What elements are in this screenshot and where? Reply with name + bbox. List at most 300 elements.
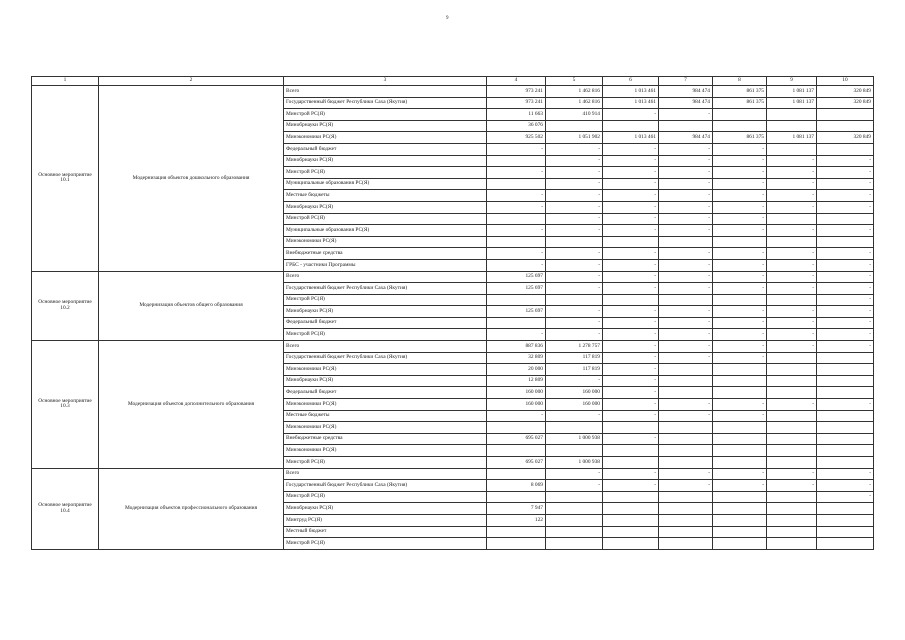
amount-cell: - bbox=[817, 491, 874, 503]
funding-source: Внебюджетные средства bbox=[284, 248, 487, 260]
amount-cell: - bbox=[487, 143, 546, 155]
amount-cell: - bbox=[817, 283, 874, 295]
funding-source: Минстрой РС(Я) bbox=[284, 109, 487, 121]
amount-cell: - bbox=[603, 480, 659, 492]
amount-cell: 1 081 137 bbox=[767, 132, 817, 144]
amount-cell bbox=[546, 294, 603, 306]
funding-source: Минэкономики РС(Я) bbox=[284, 132, 487, 144]
amount-cell: - bbox=[817, 271, 874, 283]
amount-cell: - bbox=[713, 271, 767, 283]
funding-source: Минстрой РС(Я) bbox=[284, 538, 487, 550]
table-row bbox=[32, 271, 874, 283]
amount-cell: 160 000 bbox=[546, 387, 603, 399]
amount-cell: - bbox=[817, 201, 874, 213]
amount-cell: 887 836 bbox=[487, 341, 546, 353]
amount-cell: 695 027 bbox=[487, 433, 546, 445]
amount-cell: - bbox=[767, 399, 817, 411]
amount-cell: - bbox=[603, 341, 659, 353]
column-header: 4 bbox=[487, 77, 546, 86]
amount-cell bbox=[603, 445, 659, 457]
amount-cell: - bbox=[487, 410, 546, 422]
amount-cell: 984 474 bbox=[659, 86, 713, 98]
amount-cell: 984 474 bbox=[659, 132, 713, 144]
amount-cell bbox=[767, 213, 817, 225]
funding-source: Минобрнауки РС(Я) bbox=[284, 503, 487, 515]
amount-cell bbox=[546, 120, 603, 132]
amount-cell: - bbox=[603, 306, 659, 318]
amount-cell bbox=[767, 422, 817, 434]
amount-cell: - bbox=[817, 341, 874, 353]
amount-cell bbox=[546, 514, 603, 526]
amount-cell bbox=[817, 410, 874, 422]
amount-cell bbox=[817, 514, 874, 526]
amount-cell bbox=[767, 120, 817, 132]
amount-cell bbox=[767, 503, 817, 515]
table-row bbox=[32, 341, 874, 353]
amount-cell: - bbox=[659, 225, 713, 237]
column-header: 3 bbox=[284, 77, 487, 86]
funding-source: Местные бюджеты bbox=[284, 190, 487, 202]
amount-cell: - bbox=[713, 155, 767, 167]
amount-cell: - bbox=[817, 468, 874, 480]
amount-cell bbox=[817, 526, 874, 538]
amount-cell: - bbox=[817, 480, 874, 492]
column-header: 9 bbox=[767, 77, 817, 86]
amount-cell: - bbox=[713, 283, 767, 295]
amount-cell: - bbox=[817, 399, 874, 411]
page-number: 9 bbox=[446, 16, 449, 21]
amount-cell bbox=[487, 317, 546, 329]
amount-cell: - bbox=[487, 259, 546, 271]
amount-cell: - bbox=[546, 143, 603, 155]
amount-cell: - bbox=[487, 201, 546, 213]
funding-source: Минстрой РС(Я) bbox=[284, 457, 487, 469]
funding-source: Минэкономики РС(Я) bbox=[284, 445, 487, 457]
amount-cell bbox=[767, 387, 817, 399]
amount-cell: - bbox=[603, 167, 659, 179]
funding-source: Государственный бюджет Республики Саха (Якутия) bbox=[284, 352, 487, 364]
amount-cell: 320 849 bbox=[817, 132, 874, 144]
amount-cell: 160 000 bbox=[487, 399, 546, 411]
amount-cell: - bbox=[487, 248, 546, 260]
amount-cell: - bbox=[713, 410, 767, 422]
amount-cell: - bbox=[659, 248, 713, 260]
amount-cell: - bbox=[603, 364, 659, 376]
funding-source: Всего bbox=[284, 86, 487, 98]
amount-cell bbox=[487, 178, 546, 190]
amount-cell bbox=[546, 538, 603, 550]
amount-cell: - bbox=[767, 329, 817, 341]
amount-cell: - bbox=[659, 155, 713, 167]
amount-cell bbox=[767, 236, 817, 248]
amount-cell bbox=[767, 410, 817, 422]
amount-cell bbox=[767, 375, 817, 387]
amount-cell: 1 462 816 bbox=[546, 97, 603, 109]
amount-cell: - bbox=[817, 306, 874, 318]
amount-cell: - bbox=[659, 352, 713, 364]
amount-cell bbox=[487, 468, 546, 480]
amount-cell: - bbox=[546, 155, 603, 167]
amount-cell bbox=[817, 433, 874, 445]
amount-cell: 1 081 137 bbox=[767, 97, 817, 109]
amount-cell bbox=[713, 526, 767, 538]
amount-cell bbox=[713, 236, 767, 248]
amount-cell: - bbox=[546, 283, 603, 295]
amount-cell: - bbox=[767, 341, 817, 353]
activity-name: Модернизация объектов общего образования bbox=[99, 271, 284, 341]
amount-cell: - bbox=[659, 201, 713, 213]
amount-cell: - bbox=[713, 259, 767, 271]
amount-cell: - bbox=[546, 306, 603, 318]
funding-source: Всего bbox=[284, 468, 487, 480]
amount-cell bbox=[546, 503, 603, 515]
amount-cell: - bbox=[659, 178, 713, 190]
funding-source: Минобрнауки РС(Я) bbox=[284, 201, 487, 213]
amount-cell: 973 241 bbox=[487, 86, 546, 98]
amount-cell: - bbox=[546, 248, 603, 260]
amount-cell: - bbox=[487, 167, 546, 179]
amount-cell bbox=[713, 294, 767, 306]
amount-cell: 861 375 bbox=[713, 97, 767, 109]
amount-cell bbox=[767, 445, 817, 457]
column-header: 7 bbox=[659, 77, 713, 86]
funding-source: Минобрнауки РС(Я) bbox=[284, 155, 487, 167]
amount-cell bbox=[487, 526, 546, 538]
amount-cell bbox=[659, 364, 713, 376]
amount-cell: 1 278 757 bbox=[546, 341, 603, 353]
amount-cell: - bbox=[659, 329, 713, 341]
amount-cell: - bbox=[713, 213, 767, 225]
amount-cell: - bbox=[713, 468, 767, 480]
amount-cell: - bbox=[659, 271, 713, 283]
activity-name: Модернизация объектов дошкольного образования bbox=[99, 86, 284, 272]
amount-cell bbox=[487, 213, 546, 225]
amount-cell bbox=[817, 387, 874, 399]
amount-cell bbox=[603, 538, 659, 550]
amount-cell: - bbox=[713, 399, 767, 411]
amount-cell: - bbox=[659, 317, 713, 329]
table-body bbox=[32, 77, 874, 550]
funding-source: Минэкономики РС(Я) bbox=[284, 236, 487, 248]
amount-cell bbox=[713, 503, 767, 515]
column-header: 5 bbox=[546, 77, 603, 86]
amount-cell bbox=[817, 109, 874, 121]
funding-source: Минстрой РС(Я) bbox=[284, 491, 487, 503]
amount-cell bbox=[603, 491, 659, 503]
funding-source: Минобрнауки РС(Я) bbox=[284, 120, 487, 132]
amount-cell: - bbox=[817, 259, 874, 271]
amount-cell: - bbox=[817, 294, 874, 306]
header-row bbox=[32, 77, 874, 86]
amount-cell: - bbox=[546, 329, 603, 341]
amount-cell: 861 375 bbox=[713, 132, 767, 144]
amount-cell bbox=[817, 422, 874, 434]
amount-cell: - bbox=[767, 248, 817, 260]
funding-source: Государственный бюджет Республики Саха (Якутия) bbox=[284, 97, 487, 109]
amount-cell: 32 809 bbox=[487, 352, 546, 364]
amount-cell: - bbox=[603, 155, 659, 167]
funding-source: Минэкономики РС(Я) bbox=[284, 399, 487, 411]
amount-cell: 984 474 bbox=[659, 97, 713, 109]
amount-cell: - bbox=[603, 433, 659, 445]
amount-cell: 925 502 bbox=[487, 132, 546, 144]
amount-cell: - bbox=[603, 329, 659, 341]
amount-cell: - bbox=[767, 271, 817, 283]
activity-name: Модернизация объектов дополнительного образования bbox=[99, 341, 284, 469]
column-header: 1 bbox=[32, 77, 99, 86]
amount-cell bbox=[767, 294, 817, 306]
amount-cell: - bbox=[603, 468, 659, 480]
amount-cell: - bbox=[713, 190, 767, 202]
funding-source: Минэкономики РС(Я) bbox=[284, 422, 487, 434]
amount-cell bbox=[767, 514, 817, 526]
amount-cell bbox=[767, 526, 817, 538]
amount-cell bbox=[487, 491, 546, 503]
amount-cell: 1 000 938 bbox=[546, 433, 603, 445]
column-header: 6 bbox=[603, 77, 659, 86]
amount-cell: - bbox=[659, 283, 713, 295]
amount-cell bbox=[603, 120, 659, 132]
amount-cell: 7 947 bbox=[487, 503, 546, 515]
amount-cell bbox=[659, 422, 713, 434]
amount-cell: - bbox=[817, 190, 874, 202]
funding-source: Муниципальные образования РС(Я) bbox=[284, 225, 487, 237]
amount-cell: - bbox=[817, 248, 874, 260]
amount-cell: 11 663 bbox=[487, 109, 546, 121]
funding-source: Минобрнауки РС(Я) bbox=[284, 375, 487, 387]
amount-cell: - bbox=[546, 225, 603, 237]
amount-cell bbox=[659, 538, 713, 550]
amount-cell bbox=[817, 457, 874, 469]
amount-cell: 160 000 bbox=[487, 387, 546, 399]
activity-label: Основное мероприятие 10.2 bbox=[32, 271, 99, 341]
amount-cell bbox=[817, 352, 874, 364]
amount-cell: - bbox=[767, 167, 817, 179]
amount-cell: 320 849 bbox=[817, 86, 874, 98]
column-header: 10 bbox=[817, 77, 874, 86]
funding-source: Местный бюджет bbox=[284, 526, 487, 538]
amount-cell bbox=[603, 294, 659, 306]
amount-cell: 320 849 bbox=[817, 97, 874, 109]
amount-cell: - bbox=[713, 317, 767, 329]
amount-cell: - bbox=[659, 410, 713, 422]
amount-cell: - bbox=[546, 201, 603, 213]
activity-name: Модернизация объектов профессионального образования bbox=[99, 468, 284, 549]
activity-label: Основное мероприятие 10.1 bbox=[32, 86, 99, 272]
table-row bbox=[32, 468, 874, 480]
amount-cell bbox=[767, 109, 817, 121]
amount-cell: 125 697 bbox=[487, 306, 546, 318]
amount-cell: - bbox=[603, 283, 659, 295]
amount-cell: - bbox=[817, 329, 874, 341]
amount-cell: - bbox=[767, 283, 817, 295]
amount-cell bbox=[713, 445, 767, 457]
amount-cell: - bbox=[487, 190, 546, 202]
amount-cell: 160 000 bbox=[546, 399, 603, 411]
amount-cell bbox=[817, 143, 874, 155]
amount-cell bbox=[487, 155, 546, 167]
amount-cell: - bbox=[603, 178, 659, 190]
amount-cell: 1 000 938 bbox=[546, 457, 603, 469]
funding-source: Федеральный бюджет bbox=[284, 387, 487, 399]
amount-cell bbox=[659, 375, 713, 387]
amount-cell: - bbox=[603, 352, 659, 364]
amount-cell: - bbox=[713, 306, 767, 318]
funding-source: Минтруд РС(Я) bbox=[284, 514, 487, 526]
amount-cell: - bbox=[659, 109, 713, 121]
amount-cell bbox=[659, 433, 713, 445]
funding-source: ГРБС - участники Программы bbox=[284, 259, 487, 271]
funding-table bbox=[31, 76, 874, 550]
amount-cell: - bbox=[546, 259, 603, 271]
amount-cell bbox=[767, 433, 817, 445]
amount-cell: - bbox=[767, 178, 817, 190]
amount-cell: - bbox=[603, 248, 659, 260]
funding-source: Минэкономики РС(Я) bbox=[284, 364, 487, 376]
amount-cell: - bbox=[817, 167, 874, 179]
amount-cell: 1 051 902 bbox=[546, 132, 603, 144]
amount-cell bbox=[487, 445, 546, 457]
table-row bbox=[32, 86, 874, 98]
funding-source: Всего bbox=[284, 341, 487, 353]
activity-label: Основное мероприятие 10.4 bbox=[32, 468, 99, 549]
amount-cell bbox=[817, 445, 874, 457]
amount-cell bbox=[713, 422, 767, 434]
funding-source: Федеральный бюджет bbox=[284, 317, 487, 329]
amount-cell bbox=[713, 375, 767, 387]
amount-cell: - bbox=[487, 329, 546, 341]
amount-cell bbox=[487, 422, 546, 434]
funding-source: Муниципальные образования РС(Я) bbox=[284, 178, 487, 190]
amount-cell: 861 375 bbox=[713, 86, 767, 98]
amount-cell bbox=[659, 503, 713, 515]
amount-cell bbox=[546, 491, 603, 503]
amount-cell: - bbox=[767, 480, 817, 492]
amount-cell bbox=[603, 514, 659, 526]
amount-cell: - bbox=[659, 480, 713, 492]
amount-cell: 125 697 bbox=[487, 271, 546, 283]
amount-cell: 117 819 bbox=[546, 364, 603, 376]
amount-cell bbox=[546, 526, 603, 538]
funding-source: Всего bbox=[284, 271, 487, 283]
amount-cell: - bbox=[817, 155, 874, 167]
amount-cell bbox=[659, 457, 713, 469]
amount-cell bbox=[603, 503, 659, 515]
amount-cell: - bbox=[603, 143, 659, 155]
amount-cell: - bbox=[546, 213, 603, 225]
funding-source: Внебюджетные средства bbox=[284, 433, 487, 445]
amount-cell bbox=[659, 120, 713, 132]
amount-cell: - bbox=[487, 225, 546, 237]
amount-cell: 117 819 bbox=[546, 352, 603, 364]
amount-cell: - bbox=[659, 143, 713, 155]
amount-cell bbox=[767, 352, 817, 364]
amount-cell: 125 697 bbox=[487, 283, 546, 295]
amount-cell: - bbox=[603, 387, 659, 399]
amount-cell: - bbox=[767, 259, 817, 271]
amount-cell bbox=[713, 387, 767, 399]
amount-cell: - bbox=[713, 329, 767, 341]
amount-cell bbox=[546, 445, 603, 457]
amount-cell: - bbox=[546, 317, 603, 329]
amount-cell bbox=[713, 538, 767, 550]
amount-cell: 8 069 bbox=[487, 480, 546, 492]
amount-cell: - bbox=[767, 317, 817, 329]
activity-label: Основное мероприятие 10.3 bbox=[32, 341, 99, 469]
amount-cell bbox=[659, 236, 713, 248]
amount-cell: - bbox=[546, 271, 603, 283]
amount-cell bbox=[603, 422, 659, 434]
amount-cell: - bbox=[767, 190, 817, 202]
amount-cell bbox=[546, 236, 603, 248]
amount-cell: - bbox=[713, 225, 767, 237]
amount-cell bbox=[659, 294, 713, 306]
amount-cell: - bbox=[603, 410, 659, 422]
amount-cell: - bbox=[817, 178, 874, 190]
amount-cell: - bbox=[603, 375, 659, 387]
amount-cell: - bbox=[603, 225, 659, 237]
amount-cell: - bbox=[817, 317, 874, 329]
amount-cell: - bbox=[603, 259, 659, 271]
amount-cell: - bbox=[546, 410, 603, 422]
amount-cell bbox=[713, 491, 767, 503]
amount-cell bbox=[659, 445, 713, 457]
amount-cell: - bbox=[546, 375, 603, 387]
amount-cell bbox=[603, 457, 659, 469]
amount-cell: - bbox=[659, 306, 713, 318]
amount-cell: - bbox=[659, 341, 713, 353]
amount-cell: - bbox=[713, 167, 767, 179]
amount-cell: - bbox=[603, 213, 659, 225]
amount-cell bbox=[817, 236, 874, 248]
amount-cell: 1 081 137 bbox=[767, 86, 817, 98]
amount-cell: 1 462 816 bbox=[546, 86, 603, 98]
amount-cell bbox=[603, 526, 659, 538]
amount-cell bbox=[767, 538, 817, 550]
amount-cell bbox=[603, 236, 659, 248]
amount-cell bbox=[817, 503, 874, 515]
amount-cell: - bbox=[767, 201, 817, 213]
amount-cell: - bbox=[603, 109, 659, 121]
amount-cell: - bbox=[603, 190, 659, 202]
column-header: 2 bbox=[99, 77, 284, 86]
amount-cell: 1 013 461 bbox=[603, 132, 659, 144]
amount-cell bbox=[487, 294, 546, 306]
amount-cell: - bbox=[713, 248, 767, 260]
amount-cell bbox=[713, 364, 767, 376]
amount-cell bbox=[659, 387, 713, 399]
amount-cell: - bbox=[603, 271, 659, 283]
funding-source: Минстрой РС(Я) bbox=[284, 329, 487, 341]
amount-cell bbox=[487, 236, 546, 248]
amount-cell: - bbox=[767, 468, 817, 480]
funding-source: Минстрой РС(Я) bbox=[284, 213, 487, 225]
amount-cell bbox=[817, 120, 874, 132]
funding-source: Минстрой РС(Я) bbox=[284, 294, 487, 306]
funding-source: Минстрой РС(Я) bbox=[284, 167, 487, 179]
amount-cell: 12 809 bbox=[487, 375, 546, 387]
amount-cell: - bbox=[659, 468, 713, 480]
amount-cell: - bbox=[767, 306, 817, 318]
funding-source: Государственный бюджет Республики Саха (Якутия) bbox=[284, 480, 487, 492]
amount-cell: 1 013 461 bbox=[603, 97, 659, 109]
amount-cell bbox=[817, 375, 874, 387]
amount-cell bbox=[817, 364, 874, 376]
amount-cell: - bbox=[603, 201, 659, 213]
funding-source: Минобрнауки РС(Я) bbox=[284, 306, 487, 318]
amount-cell bbox=[713, 109, 767, 121]
amount-cell: - bbox=[713, 480, 767, 492]
